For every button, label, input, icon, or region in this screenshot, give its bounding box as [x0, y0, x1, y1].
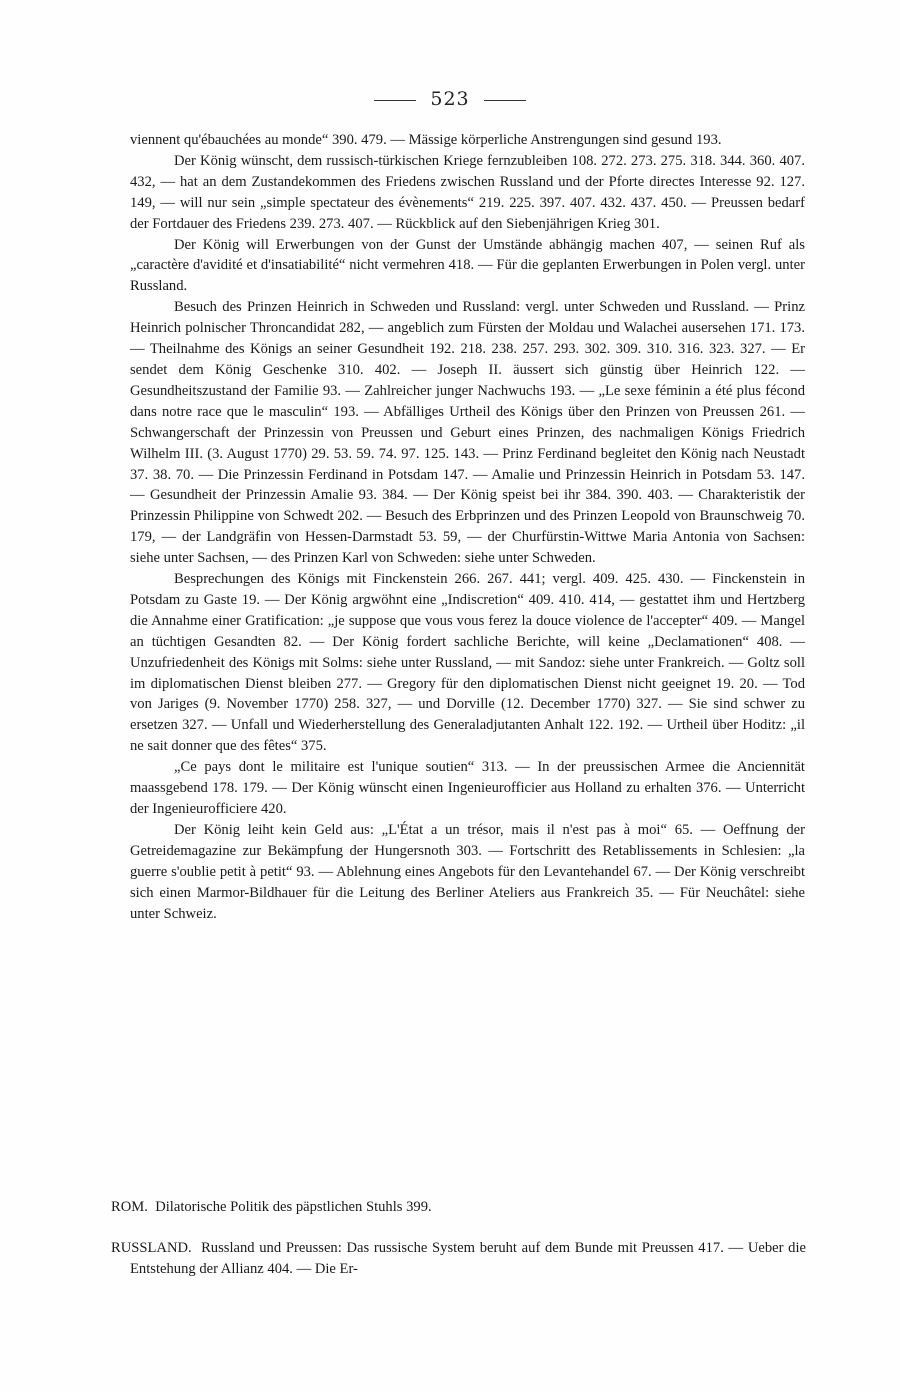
entry-text: Dilatorische Politik des päpstlichen Stuhls 399.: [155, 1199, 432, 1215]
paragraph-military: „Ce pays dont le militaire est l'unique soutien“ 313. — In der preussischen Armee die Anciennität maassgebend 178. 179. — Der König wünscht einen Ingenieurofficier aus Holland zu erhalten 376. — Unterricht der Ingenieurofficiere 420.: [130, 759, 805, 817]
entry-heading: RUSSLAND.: [111, 1240, 192, 1256]
paragraph-finances: Der König leiht kein Geld aus: „L'État a un trésor, mais il n'est pas à moi“ 65. — Oeffnung der Getreidemagazine zur Bekämpfung der Hungersnoth 303. — Fortschritt des Retablissements in Schlesien: „la guerre s'oublie petit à petit“ 93. — Ablehnung eines Angebots für den Levantehandel 67. — Der König verschreibt sich einen Marmor-Bildhauer für die Leitung des Berliner Ateliers aus Frankreich 35. — Für Neuchâtel: siehe unter Schweiz.: [130, 821, 805, 922]
page-header: [0, 88, 900, 110]
page-number: 523: [430, 88, 470, 110]
entry-rom: [111, 1197, 806, 1218]
header-rule-right: [484, 100, 526, 101]
header-rule-left: [374, 100, 416, 101]
index-text: [130, 130, 805, 924]
entry-russland: [111, 1238, 806, 1280]
paragraph-royal-family: Besuch des Prinzen Heinrich in Schweden und Russland: vergl. unter Schweden und Russland. — Prinz Heinrich polnischer Throncandidat 282, — angeblich zum Fürsten der Moldau und Walachei ausersehen 171. 173. — Theilnahme des Königs an seiner Gesundheit 192. 218. 238. 257. 293. 302. 309. 310. 316. 323. 327. — Er sendet dem König Geschenke 310. 402. — Joseph II. äussert sich günstig über Heinrich 122. — Gesundheitszustand der Familie 93. — Zahlreicher junger Nachwuchs 193. — „Le sexe féminin a été plus fécond dans notre race que le masculin“ 193. — Abfälliges Urtheil des Königs über den Prinzen von Preussen 261. — Schwangerschaft der Prinzessin von Preussen und Geburt eines Prinzen, des nachmaligen Königs Friedrich Wilhelm III. (3. August 1770) 29. 53. 59. 74. 97. 125. 143. — Prinz Ferdinand begleitet den König nach Neustadt 37. 38. 70. — Die Prinzessin Ferdinand in Potsdam 147. — Amalie und Prinzessin Heinrich in Potsdam 53. 147. — Gesundheit der Prinzessin Amalie 93. 384. — Der König speist bei ihr 384. 390. 403. — Charakteristik der Prinzessin Philippine von Schwedt 202. — Besuch des Erbprinzen und des Prinzen Leopold von Braunschweig 70. 179, — der Landgräfin von Hessen-Darmstadt 53. 59, — der Churfürstin-Wittwe Maria Antonia von Sachsen: siehe unter Sachsen, — des Prinzen Karl von Schweden: siehe unter Schweden.: [130, 299, 805, 567]
paragraph-peace-policy: Der König wünscht, dem russisch-türkischen Kriege fernzubleiben 108. 272. 273. 275. 318. 344. 360. 407. 432, — hat an dem Zustandekommen des Friedens zwischen Russland und der Pforte directes Interesse 92. 127. 149, — will nur sein „simple spectateur des évènements“ 219. 225. 397. 407. 432. 437. 450. — Preussen bedarf der Fortdauer des Friedens 239. 273. 407. — Rückblick auf den Siebenjährigen Krieg 301.: [130, 152, 805, 232]
paragraph-diplomats: Besprechungen des Königs mit Finckenstein 266. 267. 441; vergl. 409. 425. 430. — Finckenstein in Potsdam zu Gaste 19. — Der König argwöhnt eine „Indiscretion“ 409. 410. 414, — gestattet ihm und Hertzberg die Annahme einer Gratification: „je suppose que vous vous ferez la douce violence de l'accepter“ 409. — Mangel an tüchtigen Gesandten 82. — Der König fordert sachliche Berichte, will keine „Declamationen“ 408. — Unzufriedenheit des Königs mit Solms: siehe unter Russland, — mit Sandoz: siehe unter Frankreich. — Goltz soll im diplomatischen Dienst bleiben 277. — Gregory für den diplomatischen Dienst nicht geeignet 19. 20. — Tod von Jariges (9. November 1770) 258. 327, — und Dorville (12. December 1770) 327. — Sie sind schwer zu ersetzen 327. — Unfall und Wiederherstellung des Generaladjutanten Anhalt 122. 192. — Urtheil über Hoditz: „il ne sait donner que des fêtes“ 375.: [130, 571, 805, 755]
entry-heading: ROM.: [111, 1199, 148, 1215]
entry-text: Russland und Preussen: Das russische System beruht auf dem Bunde mit Preussen 417. — Ueber die Entstehung der Allianz 404. — Die Er-: [130, 1240, 806, 1277]
paragraph-continuation: viennent qu'ébauchées au monde“ 390. 479. — Mässige körperliche Anstrengungen sind gesund 193.: [130, 132, 722, 148]
paragraph-acquisitions: Der König will Erwerbungen von der Gunst der Umstände abhängig machen 407, — seinen Ruf als „caractère d'avidité et d'insatiabilité“ nicht vermehren 418. — Für die geplanten Erwerbungen in Polen vergl. unter Russland.: [130, 236, 805, 295]
